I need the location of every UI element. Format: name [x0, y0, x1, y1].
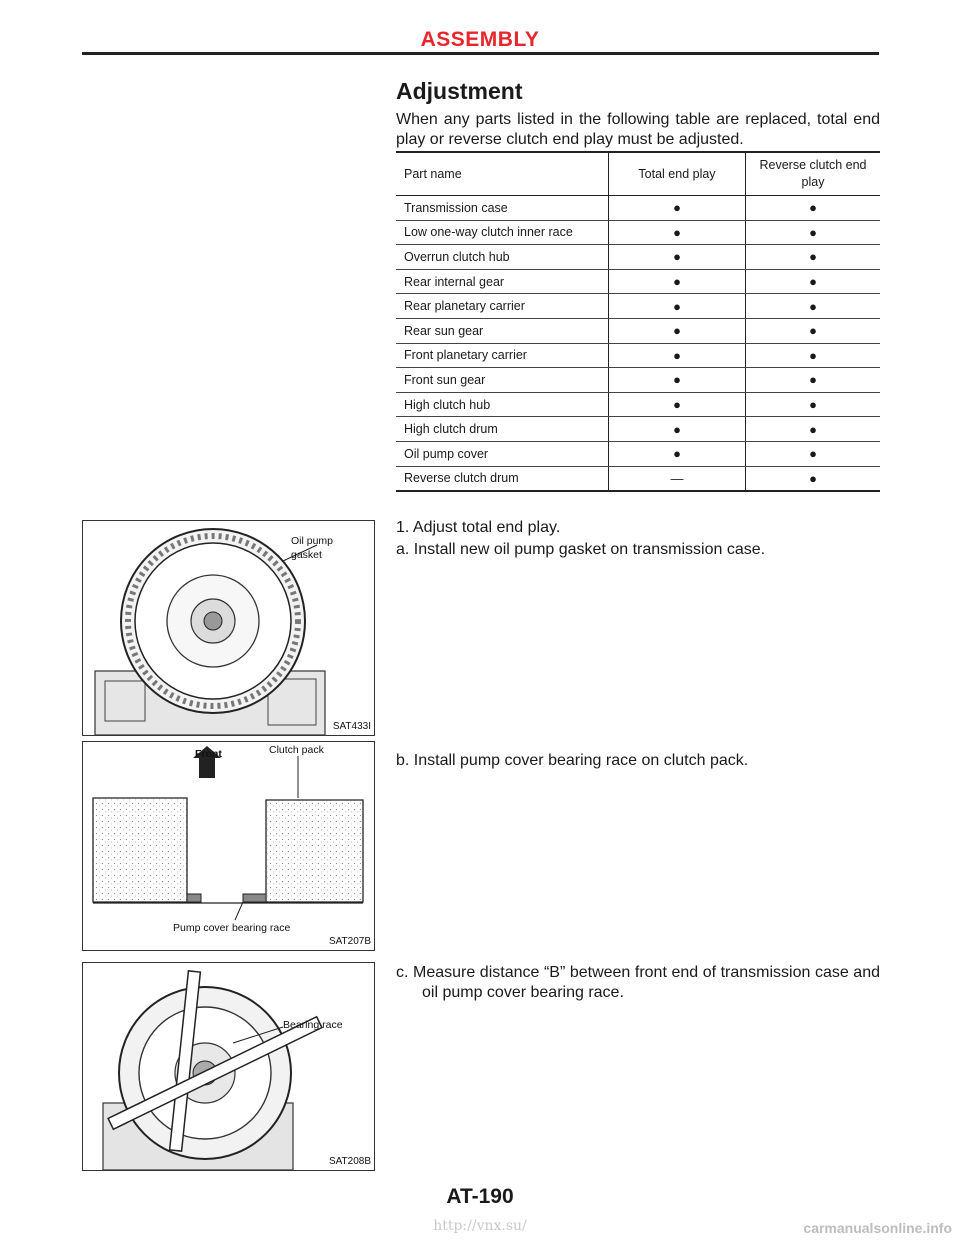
total-end-play-cell: ●	[609, 318, 746, 343]
step-1a-text: a. Install new oil pump gasket on transmission case.	[396, 541, 766, 558]
total-end-play-cell: ●	[609, 294, 746, 319]
column-header-part-name: Part name	[396, 152, 609, 196]
total-end-play-cell: ●	[609, 417, 746, 442]
step-1b	[396, 751, 880, 771]
total-end-play-cell: ●	[609, 392, 746, 417]
clutch-pack-illustration	[83, 742, 374, 950]
figure-label-bearing-race: Bearing race	[283, 1019, 343, 1031]
table-row	[396, 318, 880, 343]
total-end-play-cell: ●	[609, 368, 746, 393]
table-row	[396, 343, 880, 368]
total-end-play-cell: ●	[609, 196, 746, 221]
figure-label-gasket: gasket	[291, 549, 322, 561]
column-header-total-end-play: Total end play	[609, 152, 746, 196]
footer-link[interactable]: http://vnx.su/	[433, 1218, 527, 1234]
header-rule	[82, 52, 879, 55]
reverse-clutch-end-play-cell: ●	[746, 196, 881, 221]
figure-label-front: Front	[195, 748, 222, 760]
part-name-cell: Overrun clutch hub	[396, 245, 609, 270]
total-end-play-cell: ●	[609, 245, 746, 270]
table-row	[396, 441, 880, 466]
reverse-clutch-end-play-cell: ●	[746, 466, 881, 491]
step-1b-text: b. Install pump cover bearing race on clutch pack.	[396, 752, 749, 769]
section-heading: Adjustment	[396, 78, 523, 104]
part-name-cell: Reverse clutch drum	[404, 471, 519, 486]
table-row	[396, 220, 880, 245]
total-end-play-cell: ●	[609, 220, 746, 245]
table-row	[396, 294, 880, 319]
table-body	[396, 196, 880, 492]
figure-label-pump-cover-bearing-race: Pump cover bearing race	[173, 922, 291, 934]
column-header-reverse-clutch-end-play: Reverse clutch end play	[746, 152, 881, 196]
table-row	[396, 466, 880, 491]
reverse-clutch-end-play-cell: ●	[746, 245, 881, 270]
part-name-cell: Transmission case	[396, 196, 609, 221]
figure-oil-pump-gasket	[82, 520, 375, 736]
step-1c-text: c. Measure distance “B” between front end of transmission case and oil pump cover bearing race.	[396, 964, 880, 1001]
figure-code-sat207b: SAT207B	[328, 936, 371, 947]
reverse-clutch-end-play-cell: ●	[746, 220, 881, 245]
figure-label-oil-pump: Oil pump	[291, 535, 334, 547]
step-1c	[396, 963, 880, 1003]
table-row	[396, 245, 880, 270]
figure-label-clutch-pack: Clutch pack	[269, 744, 324, 756]
figure-pump-cover-bearing-race	[82, 741, 375, 951]
total-end-play-cell: ●	[609, 343, 746, 368]
page-header-title: ASSEMBLY	[420, 28, 540, 51]
table-row	[396, 196, 880, 221]
table-row	[396, 417, 880, 442]
step-1	[396, 518, 880, 538]
part-name-cell: Low one-way clutch inner race	[396, 220, 609, 245]
adjustment-parts-table	[396, 151, 880, 492]
part-name-cell: Rear planetary carrier	[396, 294, 609, 319]
reverse-clutch-end-play-cell: ●	[746, 417, 881, 442]
reverse-clutch-end-play-cell: ●	[746, 294, 881, 319]
part-name-cell: Rear internal gear	[396, 269, 609, 294]
figure-measure-distance-b	[82, 962, 375, 1171]
figure-code-sat208b: SAT208B	[328, 1156, 371, 1167]
table-row	[396, 269, 880, 294]
part-name-cell: Oil pump cover	[396, 441, 609, 466]
total-end-play-cell: ●	[609, 441, 746, 466]
step-1-text: 1. Adjust total end play.	[396, 519, 561, 536]
reverse-clutch-end-play-cell: ●	[746, 318, 881, 343]
figure-code-sat433i: SAT433I	[332, 721, 371, 732]
table-row	[396, 392, 880, 417]
table-row	[396, 368, 880, 393]
reverse-clutch-end-play-cell: ●	[746, 392, 881, 417]
part-name-cell: High clutch hub	[396, 392, 609, 417]
reverse-clutch-end-play-cell: ●	[746, 441, 881, 466]
reverse-clutch-end-play-cell: ●	[746, 368, 881, 393]
watermark: carmanualsonline.info	[803, 1220, 952, 1236]
intro-paragraph: When any parts listed in the following table are replaced, total end play or reverse clutch end play must be adjusted.	[396, 111, 880, 148]
total-end-play-cell: ●	[609, 269, 746, 294]
part-name-cell: Front sun gear	[396, 368, 609, 393]
step-1a	[396, 540, 880, 560]
part-name-cell: High clutch drum	[396, 417, 609, 442]
measuring-tool-illustration	[83, 963, 374, 1170]
page-number: AT-190	[446, 1185, 514, 1208]
reverse-clutch-end-play-cell: ●	[746, 343, 881, 368]
part-name-cell: Front planetary carrier	[396, 343, 609, 368]
table-header-row	[396, 152, 880, 196]
part-name-cell: Rear sun gear	[396, 318, 609, 343]
total-end-play-cell: —	[609, 466, 746, 491]
reverse-clutch-end-play-cell: ●	[746, 269, 881, 294]
oil-pump-gasket-illustration	[83, 521, 374, 735]
